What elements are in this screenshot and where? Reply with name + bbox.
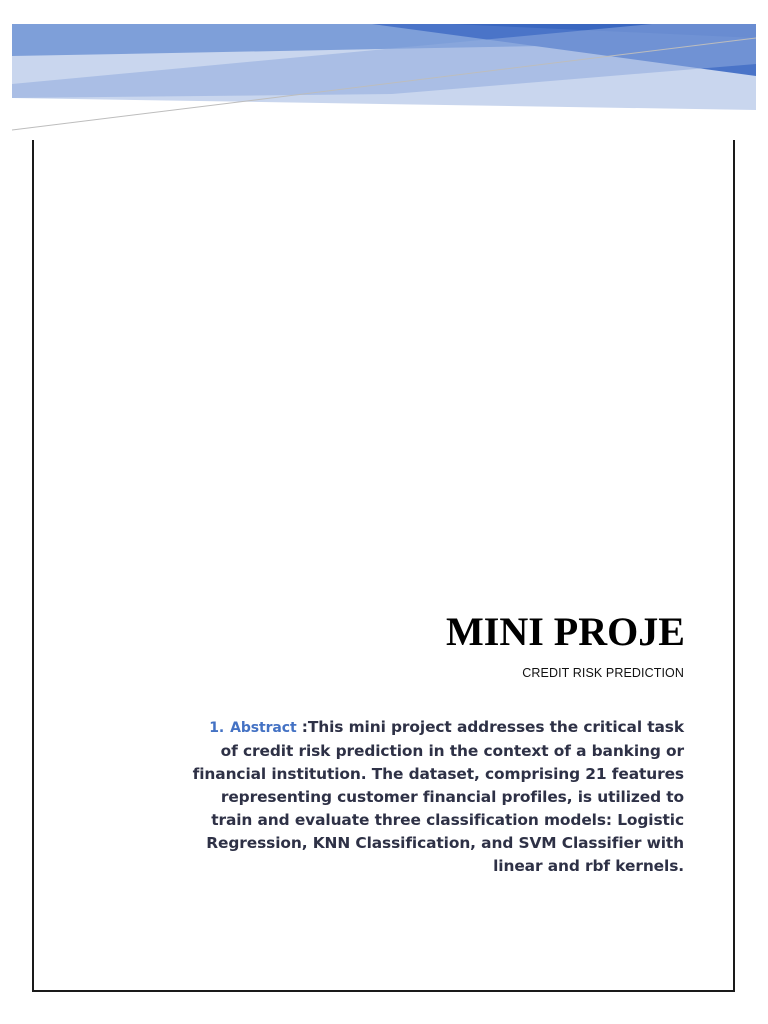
document-title: MINI PROJE [446,609,685,654]
title-area [300,606,686,660]
abstract-number: 1. [209,720,225,736]
abstract-body: :This mini project addresses the critical task of credit risk prediction in the context of a banking or financial institution. The dataset, comprising 21 features representing customer financial profiles, is utilized to train and evaluate three classification models: Logistic Regression, KNN Classification, and SVM Classifier with linear and rbf kernels. [192,718,684,875]
abstract-paragraph [192,716,684,878]
document-subtitle: CREDIT RISK PREDICTION [522,666,684,680]
header-banner [12,24,756,132]
abstract-heading: Abstract [230,720,297,736]
